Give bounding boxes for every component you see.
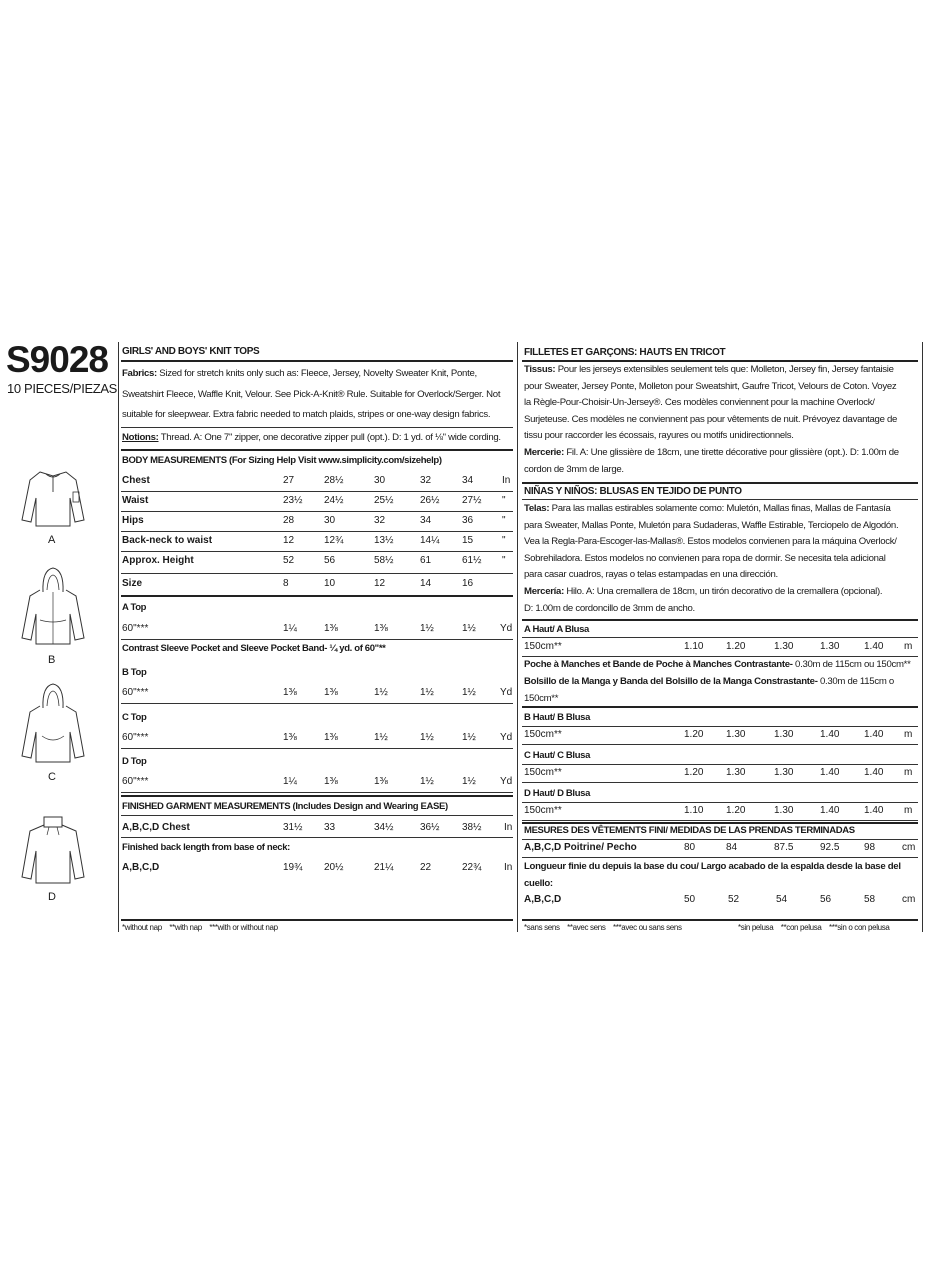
unit: In xyxy=(504,862,513,873)
merceria-line-1: Hilo. A: Una cremallera de 18cm, un tirón decorativo de la cremallera (opcional). xyxy=(566,585,883,597)
view-yardage-label: A Top xyxy=(122,602,147,613)
unit: Yd xyxy=(500,732,513,743)
cell: 15 xyxy=(462,535,474,546)
bolsillo-text-2: 150cm** xyxy=(524,693,559,704)
body-measurement-row xyxy=(122,533,514,549)
body-measurement-row xyxy=(122,513,514,529)
metric-yardage-row xyxy=(524,727,918,743)
unit: cm xyxy=(902,842,916,853)
telas-line-4: Sobrehiladora. Estos modelos no convienen para ropa de dormir. Se necesita tela adicional xyxy=(524,552,886,564)
cell: 1⅜ xyxy=(324,687,338,698)
cell: 32 xyxy=(420,475,432,486)
cell: 1.30 xyxy=(726,729,746,740)
cell: 1½ xyxy=(374,687,388,698)
fabrics-paragraph xyxy=(122,366,517,424)
cell: 32 xyxy=(374,515,386,526)
cell: 20½ xyxy=(324,862,344,873)
column-divider-right xyxy=(922,342,923,932)
finished-measurements-heading: FINISHED GARMENT MEASUREMENTS (Includes Design and Wearing EASE) xyxy=(122,801,448,812)
cell: 61 xyxy=(420,555,432,566)
cell: 1½ xyxy=(462,776,476,787)
cell: 12 xyxy=(283,535,295,546)
fabric-width: 150cm** xyxy=(524,641,562,652)
telas-line-2: para Sweater, Mallas Ponte, Muletón para Sudaderas, Waffle Estirable, Terciopelo de Algodón. xyxy=(524,519,899,531)
french-footnote: *sans sens **avec sens ***avec ou sans sens xyxy=(524,923,682,932)
yardage-row xyxy=(122,774,514,790)
cell: 1.30 xyxy=(774,729,794,740)
divider xyxy=(121,748,513,749)
yardage-row xyxy=(122,730,514,746)
metric-a-row xyxy=(524,639,918,655)
cell: 1.30 xyxy=(774,641,794,652)
row-label: 60"*** xyxy=(122,623,149,634)
unit: In xyxy=(504,822,513,833)
unit: Yd xyxy=(500,687,513,698)
row-label: A,B,C,D xyxy=(122,862,160,873)
cell: 25½ xyxy=(374,495,394,506)
cell: 1½ xyxy=(374,732,388,743)
view-b-label: B xyxy=(48,654,56,666)
tissu-line-2: pour Sweater, Jersey Ponte, Molleton pour Sweatshirt, Gaufre Tricot, Velours de Coton. Voyez xyxy=(524,380,897,392)
metric-finished-heading: MESURES DES VÊTEMENTS FINI/ MEDIDAS DE LAS PRENDAS TERMINADAS xyxy=(524,825,855,836)
unit: cm xyxy=(902,894,916,905)
poche-label: Poche à Manches et Bande de Poche à Manches Contrastante- xyxy=(524,659,793,670)
divider xyxy=(522,706,918,708)
view-b-illustration xyxy=(16,566,90,648)
cell: 28½ xyxy=(324,475,344,486)
cell: 1.10 xyxy=(684,805,704,816)
cell: 1½ xyxy=(420,776,434,787)
cell: 21¼ xyxy=(374,862,394,873)
back-length-heading: Finished back length from base of neck: xyxy=(122,842,290,853)
cell: 31½ xyxy=(283,822,303,833)
yardage-row xyxy=(122,685,514,701)
cell: 56 xyxy=(324,555,336,566)
cell: 1½ xyxy=(462,687,476,698)
body-measurements-heading: BODY MEASUREMENTS (For Sizing Help Visit www.simplicity.com/sizehelp) xyxy=(122,455,442,466)
back-length-row xyxy=(122,860,514,876)
divider xyxy=(121,595,513,597)
divider xyxy=(522,919,918,921)
telas-label: Telas: xyxy=(524,503,550,514)
size-value: 12 xyxy=(374,578,386,589)
row-label: Approx. Height xyxy=(122,555,194,566)
notions-paragraph xyxy=(122,430,517,447)
size-value: 8 xyxy=(283,578,289,589)
cell: 23½ xyxy=(283,495,303,506)
mercerie-line-1: Fil. A: Une glissière de 18cm, une tirette décorative pour glissière (opt.). D: 1.00m de xyxy=(566,446,899,458)
english-title: GIRLS' AND BOYS' KNIT TOPS xyxy=(122,346,260,357)
cell: 92.5 xyxy=(820,842,840,853)
view-a-illustration xyxy=(18,468,88,530)
divider xyxy=(522,637,918,638)
cell: 1½ xyxy=(420,732,434,743)
view-c-label: C xyxy=(48,771,56,783)
cell: 1.30 xyxy=(820,641,840,652)
row-label: Waist xyxy=(122,495,149,506)
english-footnote: *without nap **with nap ***with or without nap xyxy=(122,923,278,932)
cell: 22¾ xyxy=(462,862,482,873)
divider xyxy=(121,792,513,793)
view-yardage-label: B Top xyxy=(122,667,147,678)
cell: 1⅜ xyxy=(283,687,297,698)
longueur-line-2: cuello: xyxy=(524,878,553,889)
cell: 1.30 xyxy=(726,767,746,778)
cell: 1⅜ xyxy=(283,732,297,743)
divider xyxy=(522,744,918,745)
cell: 1.40 xyxy=(864,767,884,778)
cell: 1.40 xyxy=(820,729,840,740)
telas-line-1: Para las mallas estirables solamente como: Muletón, Mallas finas, Mallas de Fantasía xyxy=(551,503,891,514)
view-yardage-label: C Top xyxy=(122,712,147,723)
cell: 36½ xyxy=(420,822,440,833)
cell: 34½ xyxy=(374,822,394,833)
column-divider-middle xyxy=(517,342,518,932)
divider xyxy=(121,491,513,492)
size-value: 10 xyxy=(324,578,336,589)
row-label: A,B,C,D Poitrine/ Pecho xyxy=(524,842,637,853)
row-label: A,B,C,D Chest xyxy=(122,822,190,833)
spanish-footnote: *sin pelusa **con pelusa ***sin o con pelusa xyxy=(738,923,890,932)
divider xyxy=(121,360,513,362)
mercerie-label: Mercerie: xyxy=(524,446,564,458)
bolsillo-label: Bolsillo de la Manga y Banda del Bolsillo de la Manga Constrastante- xyxy=(524,676,818,687)
row-label: Chest xyxy=(122,475,150,486)
poche-text: 0.30m de 115cm ou 150cm** xyxy=(792,659,911,670)
bolsillo-text: 0.30m de 115cm o xyxy=(817,676,894,687)
cell: 84 xyxy=(726,842,738,853)
divider xyxy=(121,837,513,838)
cell: 1⅜ xyxy=(324,776,338,787)
cell: 30 xyxy=(324,515,336,526)
unit: " xyxy=(502,535,506,546)
cell: 1½ xyxy=(462,732,476,743)
notions-text: Thread. A: One 7" zipper, one decorative zipper pull (opt.). D: 1 yd. of ⅛" wide cording. xyxy=(160,432,501,443)
fabrics-line-1: Sized for stretch knits only such as: Fleece, Jersey, Novelty Sweater Knit, Ponte, xyxy=(159,368,477,379)
body-measurement-row xyxy=(122,493,514,509)
divider xyxy=(121,449,513,451)
cell: 24½ xyxy=(324,495,344,506)
french-title: FILLETES ET GARÇONS: HAUTS EN TRICOT xyxy=(524,347,726,358)
unit: " xyxy=(502,555,506,566)
cell: 1.20 xyxy=(726,641,746,652)
cell: 1.10 xyxy=(684,641,704,652)
cell: 61½ xyxy=(462,555,482,566)
metric-a-label: A Haut/ A Blusa xyxy=(524,624,589,635)
cell: 34 xyxy=(462,475,474,486)
row-label: A,B,C,D xyxy=(524,894,562,905)
yardage-row xyxy=(122,621,514,637)
divider xyxy=(522,499,918,500)
unit: Yd xyxy=(500,776,513,787)
divider xyxy=(522,619,918,621)
telas-line-3: Vea la Regla-Para-Escoger-las-Mallas®. Estos modelos convienen para la máquina Overlock/ xyxy=(524,536,897,548)
row-label: 150cm** xyxy=(524,767,562,778)
merceria-label: Mercería: xyxy=(524,585,564,597)
telas-line-5: para casar cuadros, rayas o telas estampadas en una dirección. xyxy=(524,569,778,581)
cell: 1.20 xyxy=(684,729,704,740)
cell: 1.30 xyxy=(774,805,794,816)
unit: " xyxy=(502,495,506,506)
cell: 1.20 xyxy=(684,767,704,778)
cell: 33 xyxy=(324,822,336,833)
contrast-pocket-text: Contrast Sleeve Pocket and Sleeve Pocket Band- ¼ yd. of 60"** xyxy=(122,643,386,654)
body-measurement-row xyxy=(122,553,514,569)
finished-chest-row xyxy=(122,820,514,836)
cell: 58 xyxy=(864,894,876,905)
cell: 1⅜ xyxy=(374,623,388,634)
cell: 38½ xyxy=(462,822,482,833)
divider xyxy=(121,703,513,704)
telas-paragraph xyxy=(524,501,920,617)
cell: 27 xyxy=(283,475,295,486)
cell: 56 xyxy=(820,894,832,905)
cell: 1.20 xyxy=(726,805,746,816)
cell: 1.40 xyxy=(864,729,884,740)
unit: Yd xyxy=(500,623,513,634)
notions-label: Notions: xyxy=(122,432,159,443)
metric-view-label: B Haut/ B Blusa xyxy=(524,712,591,723)
metric-back-row xyxy=(524,892,918,908)
divider xyxy=(121,795,513,797)
cell: 1½ xyxy=(420,623,434,634)
cell: 80 xyxy=(684,842,696,853)
piece-count: 10 PIECES/PIEZAS xyxy=(7,381,118,396)
cell: 1⅜ xyxy=(324,732,338,743)
row-label: 60"*** xyxy=(122,687,149,698)
size-row xyxy=(122,576,514,592)
cell: 27½ xyxy=(462,495,482,506)
row-label: 150cm** xyxy=(524,729,562,740)
pattern-number: S9028 xyxy=(6,339,108,380)
tissu-line-1: Pour les jerseys extensibles seulement tels que: Molleton, Jersey fin, Jersey fantaisie xyxy=(557,364,894,375)
cell: 26½ xyxy=(420,495,440,506)
cell: 28 xyxy=(283,515,295,526)
unit: m xyxy=(904,805,913,816)
metric-view-label: D Haut/ D Blusa xyxy=(524,788,591,799)
divider xyxy=(522,482,918,484)
divider xyxy=(522,820,918,821)
cell: 1.40 xyxy=(820,767,840,778)
unit: m xyxy=(904,641,913,652)
cell: 12¾ xyxy=(324,535,344,546)
cell: 1.40 xyxy=(864,641,884,652)
cell: 87.5 xyxy=(774,842,794,853)
divider xyxy=(121,427,513,428)
cell: 54 xyxy=(776,894,788,905)
row-label: 60"*** xyxy=(122,732,149,743)
view-a-label: A xyxy=(48,534,56,546)
contrast-pocket-text xyxy=(524,656,920,707)
metric-yardage-row xyxy=(524,765,918,781)
tissu-line-3: la Règle-Pour-Choisir-Un-Jersey®. Ces modèles conviennent pour la machine Overlock/ xyxy=(524,397,875,409)
unit: " xyxy=(502,515,506,526)
cell: 14¼ xyxy=(420,535,440,546)
fabrics-line-3: suitable for sleepwear. Extra fabric needed to match plaids, stripes or one-way design fabrics. xyxy=(122,409,491,421)
longueur-line-1: Longueur finie du depuis la base du cou/ Largo acabado de la espalda desde la base del xyxy=(524,861,901,872)
divider xyxy=(121,551,513,552)
metric-view-label: C Haut/ C Blusa xyxy=(524,750,591,761)
divider xyxy=(121,531,513,532)
cell: 98 xyxy=(864,842,876,853)
cell: 1⅜ xyxy=(324,623,338,634)
divider xyxy=(121,573,513,574)
divider xyxy=(121,639,513,640)
size-value: 14 xyxy=(420,578,432,589)
cell: 50 xyxy=(684,894,696,905)
size-value: 16 xyxy=(462,578,474,589)
cell: 1¼ xyxy=(283,776,297,787)
tissu-label: Tissus: xyxy=(524,364,556,375)
unit: m xyxy=(904,729,913,740)
mercerie-line-2: cordon de 3mm de large. xyxy=(524,463,624,475)
size-label: Size xyxy=(122,578,143,589)
cell: 1.40 xyxy=(864,805,884,816)
cell: 1⅜ xyxy=(374,776,388,787)
divider xyxy=(522,782,918,783)
view-c-illustration xyxy=(16,682,90,766)
row-label: Hips xyxy=(122,515,144,526)
unit: m xyxy=(904,767,913,778)
cell: 22 xyxy=(420,862,432,873)
divider xyxy=(121,919,513,921)
tissu-line-5: tissu pour raccorder les écossais, rayures ou motifs unidirectionnels. xyxy=(524,430,794,442)
cell: 19¾ xyxy=(283,862,303,873)
view-d-label: D xyxy=(48,891,56,903)
tissu-line-4: Surjeteuse. Ces modèles ne conviennent pas pour vêtements de nuit. Prévoyez davantage de xyxy=(524,413,898,425)
cell: 1¼ xyxy=(283,623,297,634)
fabrics-label: Fabrics: xyxy=(122,368,157,379)
view-yardage-label: D Top xyxy=(122,756,147,767)
body-measurement-row xyxy=(122,473,514,489)
spanish-title: NIÑAS Y NIÑOS: BLUSAS EN TEJIDO DE PUNTO xyxy=(524,486,742,497)
divider xyxy=(121,511,513,512)
row-label: Back-neck to waist xyxy=(122,535,213,546)
longueur-text xyxy=(524,858,920,892)
cell: 34 xyxy=(420,515,432,526)
fabrics-line-2: Sweatshirt Fleece, Waffle Knit, Velour. See Pick-A-Knit® Rule. Suitable for Overlock/Serger. Not xyxy=(122,388,501,400)
cell: 13½ xyxy=(374,535,394,546)
column-divider-left xyxy=(118,342,119,932)
cell: 30 xyxy=(374,475,386,486)
cell: 1½ xyxy=(462,623,476,634)
cell: 1.30 xyxy=(774,767,794,778)
metric-chest-row xyxy=(524,840,918,856)
cell: 52 xyxy=(728,894,740,905)
cell: 1.40 xyxy=(820,805,840,816)
view-d-illustration xyxy=(16,815,90,887)
cell: 58½ xyxy=(374,555,394,566)
merceria-line-2: D: 1.00m de cordoncillo de 3mm de ancho. xyxy=(524,602,695,614)
metric-yardage-row xyxy=(524,803,918,819)
cell: 1½ xyxy=(420,687,434,698)
unit: In xyxy=(502,475,511,486)
divider xyxy=(121,815,513,816)
cell: 52 xyxy=(283,555,295,566)
row-label: 60"*** xyxy=(122,776,149,787)
cell: 36 xyxy=(462,515,474,526)
tissu-paragraph xyxy=(524,362,920,478)
row-label: 150cm** xyxy=(524,805,562,816)
